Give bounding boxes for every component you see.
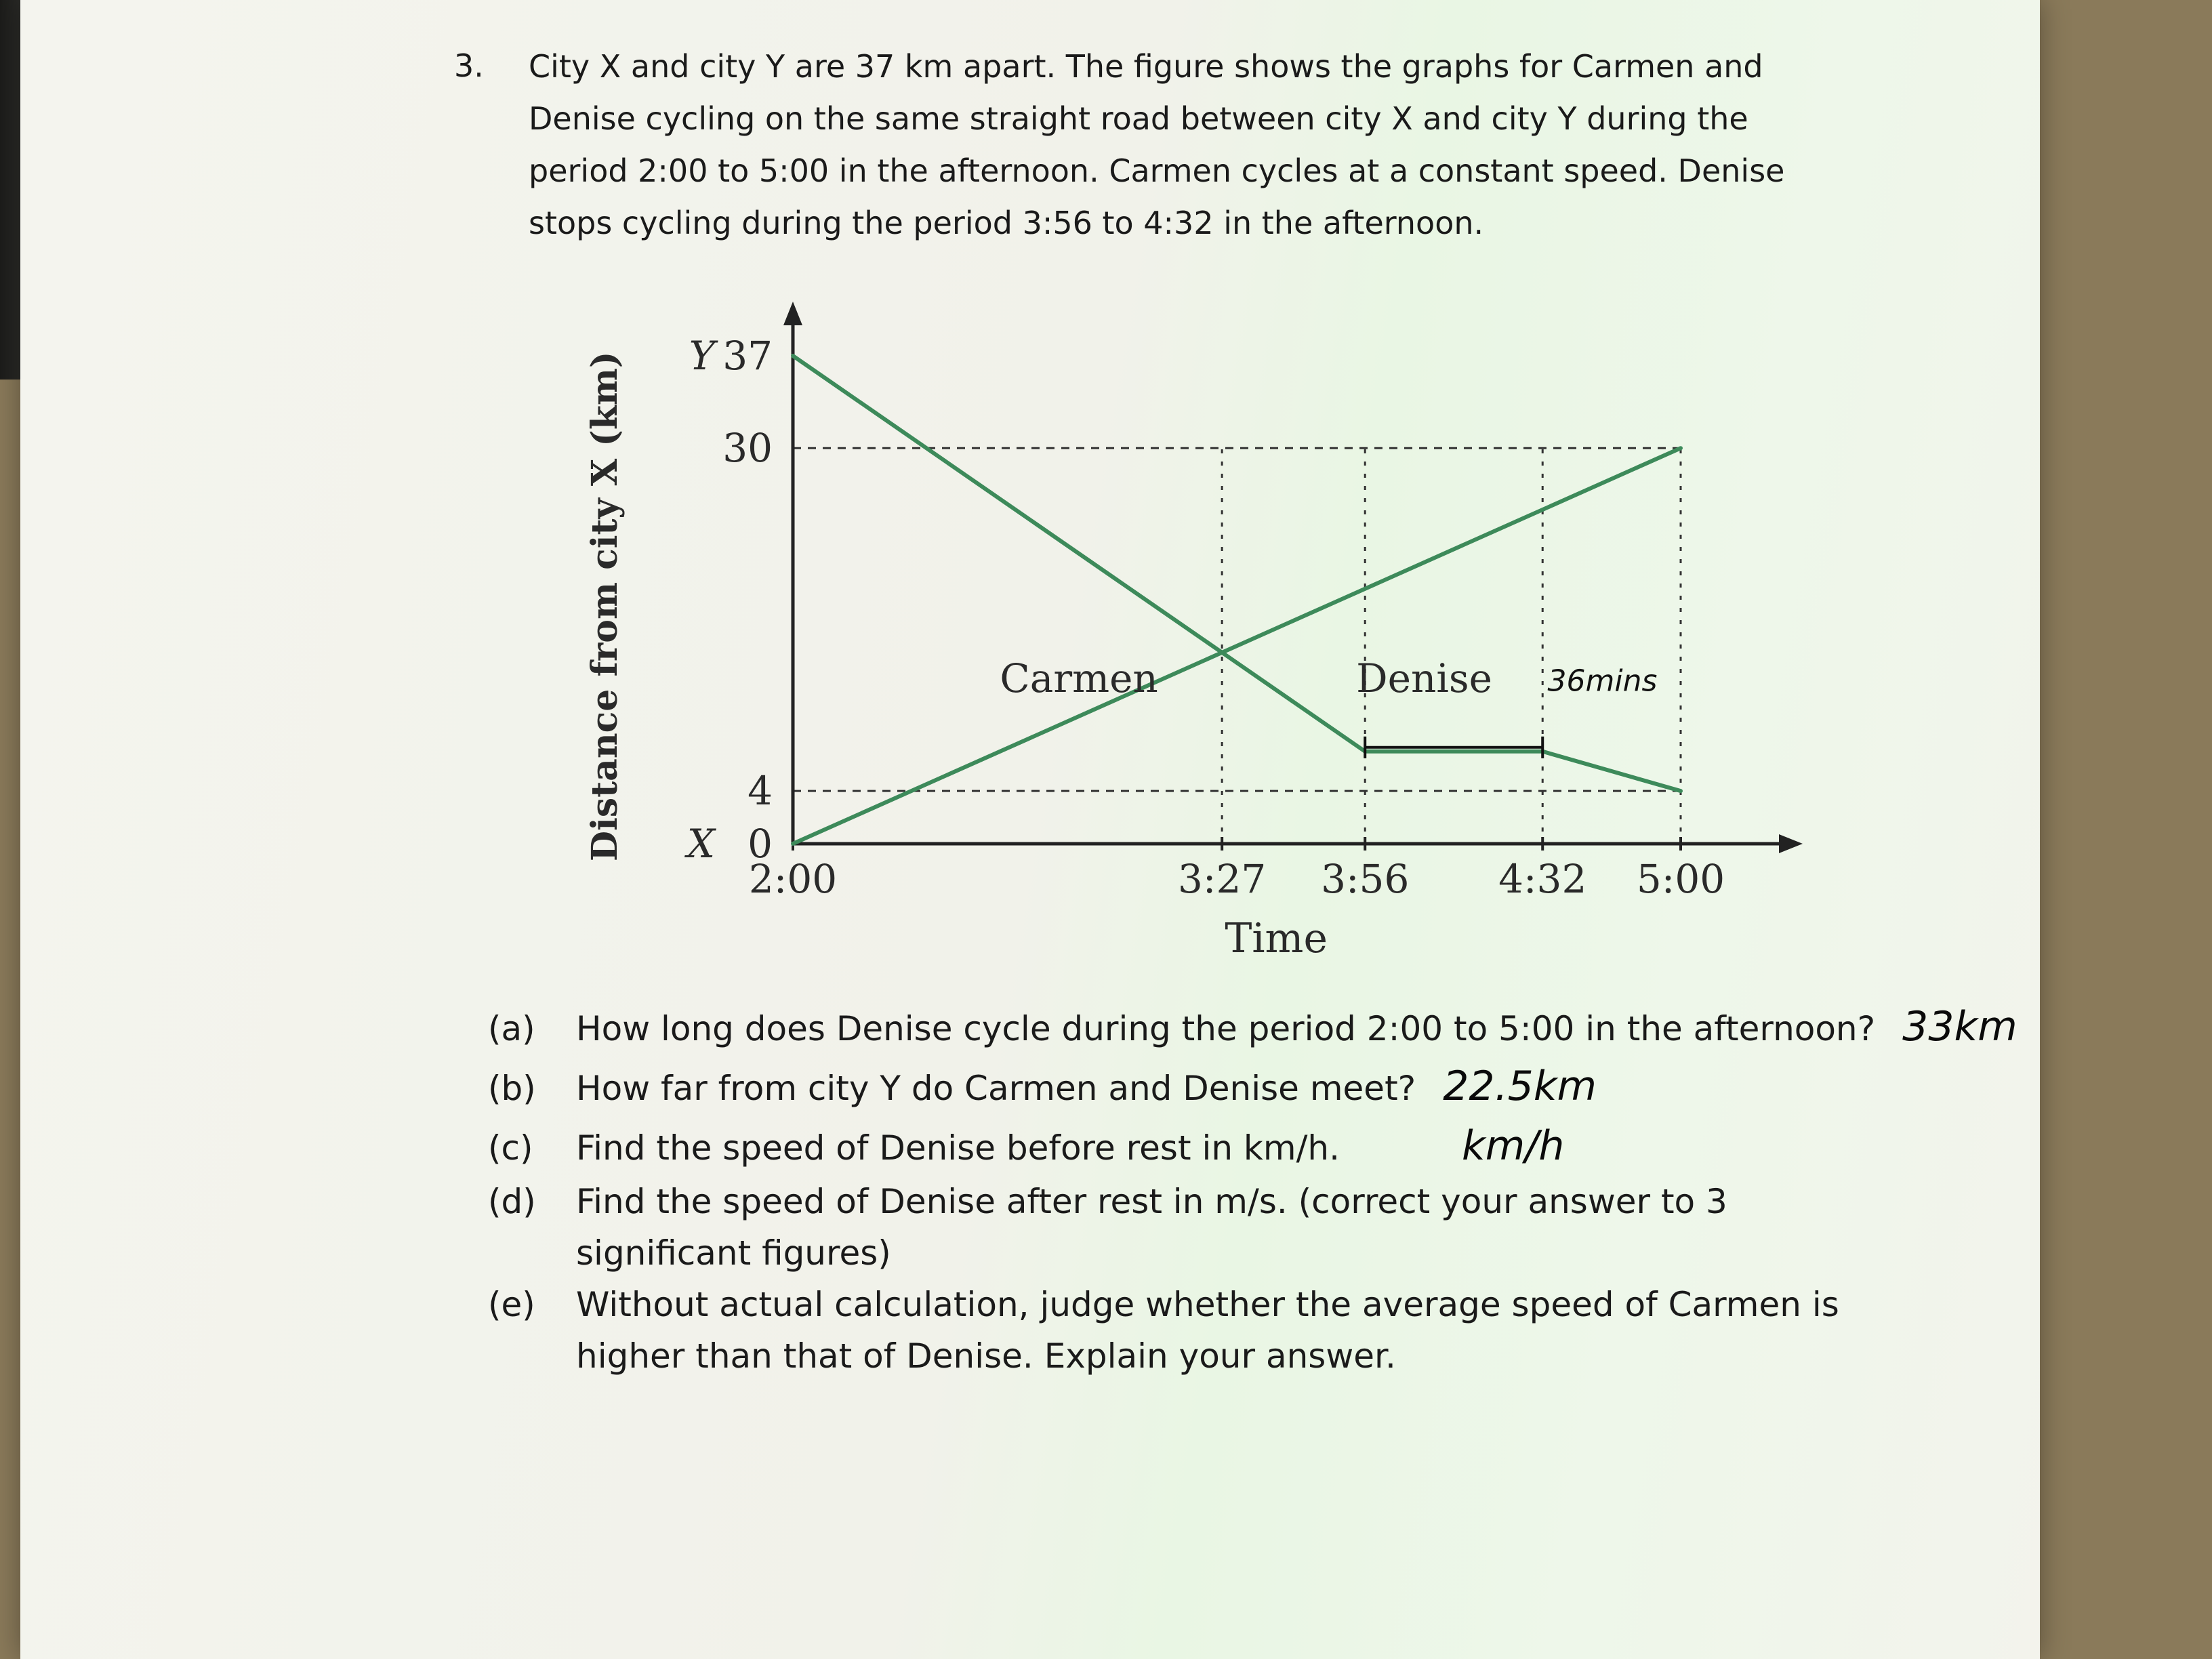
y-axis-arrow: [783, 302, 802, 325]
x-axis-arrow: [1779, 834, 1803, 853]
x-axis-title: Time: [1225, 915, 1328, 962]
question-label: (b): [488, 1069, 536, 1108]
handwritten-answer: 22.5km: [1443, 1063, 1597, 1110]
intro-line: stops cycling during the period 3:56 to 4:32 in the afternoon.: [529, 205, 1484, 241]
question-list: [488, 1003, 2114, 1388]
city-y-label: Y: [689, 333, 715, 379]
data-point-denise: [1679, 789, 1683, 793]
question-text: How long does Denise cycle during the period 2:00 to 5:00 in the afternoon?: [576, 1009, 1876, 1048]
question-d: [488, 1182, 2114, 1221]
handwritten-answer: 33km: [1902, 1003, 2018, 1050]
data-point-denise: [791, 354, 795, 358]
handwritten-answer: km/h: [1462, 1122, 1565, 1170]
question-b: [488, 1063, 2114, 1110]
chart-series: [791, 354, 1683, 846]
series-line-carmen: [793, 448, 1681, 844]
question-label: (c): [488, 1128, 533, 1168]
x-tick-label: 3:27: [1178, 856, 1267, 902]
question-continuation: higher than that of Denise. Explain your answer.: [576, 1336, 1396, 1376]
series-label-denise: Denise: [1356, 655, 1492, 702]
x-tick-label: 3:56: [1321, 856, 1410, 902]
handwritten-annotation: 36mins: [1547, 663, 1658, 699]
chart-labels: [584, 333, 1725, 962]
x-tick-label: 4:32: [1498, 856, 1587, 902]
y-tick-label: 0: [747, 821, 773, 867]
chart-svg: [556, 271, 1809, 976]
question-e: [488, 1285, 2114, 1324]
question-c: [488, 1122, 2114, 1170]
x-tick-label: 5:00: [1636, 856, 1725, 902]
data-point-denise: [1220, 651, 1224, 655]
series-line-denise: [793, 356, 1681, 791]
question-a: [488, 1003, 2114, 1050]
distance-time-chart: [556, 271, 1809, 976]
question-label: (e): [488, 1285, 535, 1324]
data-point-carmen: [1679, 446, 1683, 450]
y-tick-label: 37: [722, 333, 773, 379]
worksheet-page: [20, 0, 2040, 1659]
question-text: Find the speed of Denise before rest in km/h.: [576, 1128, 1340, 1168]
question-label: (a): [488, 1009, 535, 1048]
question-label: (d): [488, 1182, 536, 1221]
intro-line: period 2:00 to 5:00 in the afternoon. Carmen cycles at a constant speed. Denise: [529, 152, 1785, 189]
question-continuation: significant figures): [576, 1233, 891, 1273]
intro-line: Denise cycling on the same straight road between city X and city Y during the: [529, 100, 1748, 137]
y-tick-label: 4: [747, 768, 773, 815]
question-text: Find the speed of Denise after rest in m/s. (correct your answer to 3: [576, 1182, 1727, 1221]
question-number: 3.: [454, 47, 484, 84]
question-text: Without actual calculation, judge whether the average speed of Carmen is: [576, 1285, 1839, 1324]
y-tick-label: 30: [722, 425, 773, 472]
chart-axes: [783, 302, 1803, 853]
series-label-carmen: Carmen: [1000, 655, 1158, 702]
city-x-label: X: [687, 821, 715, 867]
y-axis-title: Distance from city X (km): [584, 351, 626, 861]
question-text: How far from city Y do Carmen and Denise meet?: [576, 1069, 1416, 1108]
intro-line: City X and city Y are 37 km apart. The figure shows the graphs for Carmen and: [529, 48, 1763, 85]
question-intro: [529, 41, 1850, 249]
data-point-carmen: [791, 842, 795, 846]
x-tick-label: 2:00: [748, 856, 838, 902]
